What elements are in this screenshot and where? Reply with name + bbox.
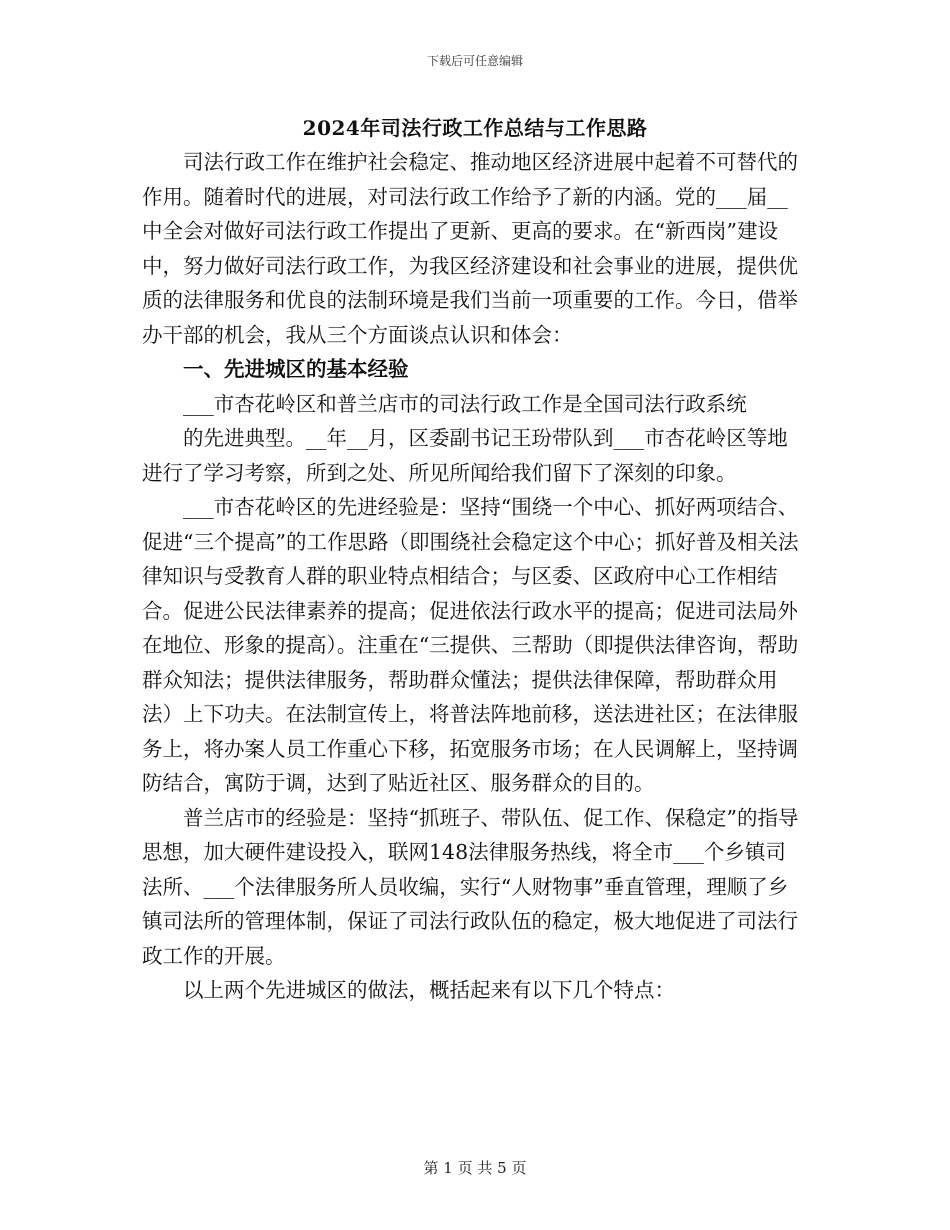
paragraph-typical-2: 的先进典型。__年__月，区委副书记王玢带队到___市杏花岭区等地进行了学习考察，所到之处、所见所闻给我们留下了深刻的印象。 [142, 426, 788, 485]
page-footer: 第 1 页 共 5 页 [423, 1159, 527, 1177]
document-title: 2024年司法行政工作总结与工作思路 [302, 116, 648, 140]
paragraph-typical-1: ___市杏花岭区和普兰店市的司法行政工作是全国司法行政系统 [183, 391, 747, 416]
section-heading: 一、先进城区的基本经验 [183, 357, 409, 381]
page-header: 下载后可任意编辑 [426, 54, 523, 68]
paragraph-xinghualing: ___市杏花岭区的先进经验是：坚持“围绕一个中心、抓好两项结合、促进“三个提高”的工作思路（即围绕社会稳定这个中心；抓好普及相关法律知识与受教育人群的职业特点相结合；与区委、区政府中心工作相结合。促进公民法律素养的提高；促进依法行政水平的提高；促进司法局外在地位、形象的提高）。注重在“三提供、三帮助（即提供法律咨询，帮助群众知法；提供法律服务，帮助群众懂法；提供法律保障，帮助群众用法）上下功夫。在法制宣传上，将普法阵地前移，送法进社区；在法律服务上，将办案人员工作重心下移，拓宽服务市场；在人民调解上，坚持调防结合，寓防于调，达到了贴近社区、服务群众的目的。 [142, 495, 799, 795]
paragraph-intro: 司法行政工作在维护社会稳定、推动地区经济进展中起着不可替代的作用。随着时代的进展，对司法行政工作给予了新的内涵。党的___届__中全会对做好司法行政工作提出了更新、更高的要求。在“新西岗”建设中，努力做好司法行政工作，为我区经济建设和社会事业的进展，提供优质的法律服务和优良的法制环境是我们当前一项重要的工作。今日，借举办干部的机会，我从三个方面谈点认识和体会： [142, 150, 798, 347]
paragraph-pulandian: 普兰店市的经验是：坚持“抓班子、带队伍、促工作、保稳定”的指导思想，加大硬件建设投入，联网148法律服务热线，将全市___个乡镇司法所、___个法律服务所人员收编，实行“人财物事”垂直管理，理顺了乡镇司法所的管理体制，保证了司法行政队伍的稳定，极大地促进了司法行政工作的开展。 [142, 805, 799, 968]
document-body [142, 145, 802, 1008]
paragraph-summary: 以上两个先进城区的做法，概括起来有以下几个特点： [183, 978, 675, 1002]
